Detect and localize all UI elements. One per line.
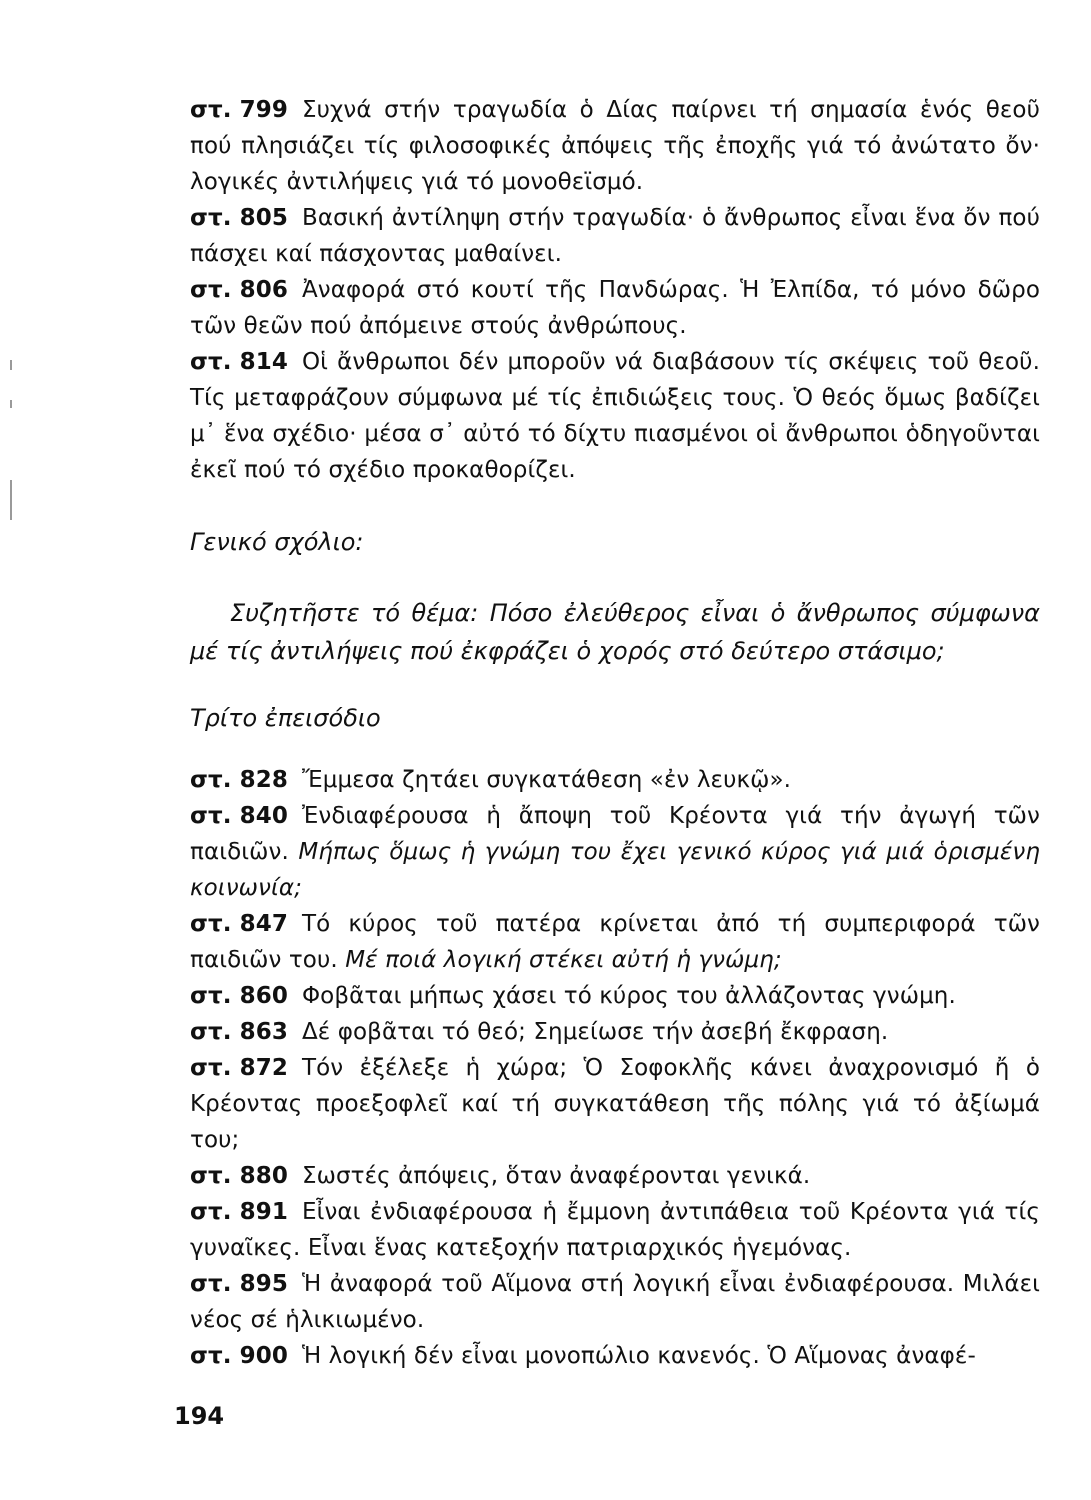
commentary-entry [190, 1050, 1040, 1158]
verse-number: 863 [239, 1019, 288, 1045]
general-comment-heading: Γενικό σχόλιο: [190, 528, 364, 556]
commentary-text: Φοβᾶται μήπως χάσει τό κύρος του ἀλλάζοντας γνώμη. [301, 983, 956, 1009]
commentary-entry [190, 344, 1040, 488]
discussion-task: Συζητῆστε τό θέμα: Πόσο ἐλεύθερος εἶναι ὁ ἄνθρωπος σύμφωνα μέ τίς ἀντιλήψεις πού ἐκφράζει ὁ χορός στό δεύτερο στάσιμο; [190, 599, 1040, 665]
commentary-text: Ἔμμεσα ζητάει συγκατάθεση «ἐν λευκῷ». [301, 767, 792, 793]
verse-reference [190, 1199, 288, 1225]
commentary-text: Οἱ ἄνθρωποι δέν μποροῦν νά διαβάσουν τίς σκέψεις τοῦ θεοῦ. Τίς μεταφράζουν σύμφωνα μέ τίς ἐπιδιώξεις τους. Ὁ θεός ὅμως βαδίζει μ᾽ ἕνα σχέδιο· μέσα σ᾽ αὐτό τό δίχτυ πιασμένοι οἱ ἄνθρωποι ὁδηγοῦνται ἐκεῖ πού τό σχέδιο προκαθορίζει. [190, 349, 1040, 483]
commentary-text: Τόν ἐξέλεξε ἡ χώρα; Ὁ Σοφοκλῆς κάνει ἀναχρονισμό ἤ ὁ Κρέοντας προεξοφλεῖ καί τή συγκατάθεση τῆς πόλης γιά τό ἀξίωμά του; [190, 1055, 1040, 1153]
third-episode-heading: Τρίτο ἐπεισόδιο [190, 704, 381, 732]
commentary-question: Μέ ποιά λογική στέκει αὐτή ἡ γνώμη; [345, 947, 782, 973]
commentary-entry [190, 1014, 1040, 1050]
verse-number: 900 [239, 1343, 288, 1369]
verse-number: 860 [239, 983, 288, 1009]
commentary-entry [190, 798, 1040, 906]
verse-number: 828 [239, 767, 288, 793]
verse-reference [190, 911, 288, 937]
commentary-entry [190, 978, 1040, 1014]
verse-reference [190, 349, 288, 375]
verse-reference [190, 1019, 288, 1045]
commentary-text: Βασική ἀντίληψη στήν τραγωδία· ὁ ἄνθρωπος εἶναι ἕνα ὄν πού πάσχει καί πάσχοντας μαθαίνει. [190, 205, 1040, 267]
commentary-question: Μήπως ὅμως ἡ γνώμη του ἔχει γενικό κύρος γιά μιά ὁρισμένη κοινωνία; [190, 839, 1040, 901]
verse-number: 891 [239, 1199, 288, 1225]
verse-reference [190, 983, 288, 1009]
verse-number: 880 [239, 1163, 288, 1189]
verse-abbr: στ. [190, 1019, 232, 1045]
verse-reference [190, 1271, 288, 1297]
verse-reference [190, 1163, 288, 1189]
verse-reference [190, 1055, 288, 1081]
commentary-text: Συχνά στήν τραγωδία ὁ Δίας παίρνει τή σημασία ἑνός θεοῦ πού πλησιάζει τίς φιλοσοφικές ἀπόψεις τῆς ἐποχῆς γιά τό ἀνώτατο ὄν· λογικές ἀντιλήψεις γιά τό μονοθεϊσμό. [190, 97, 1040, 195]
verse-reference [190, 277, 288, 303]
commentary-text: Δέ φοβᾶται τό θεό; Σημείωσε τήν ἀσεβή ἔκφραση. [301, 1019, 889, 1045]
verse-number: 814 [239, 349, 288, 375]
verse-abbr: στ. [190, 1199, 232, 1225]
verse-reference [190, 97, 288, 123]
verse-abbr: στ. [190, 349, 232, 375]
commentary-list-part1 [190, 92, 1040, 488]
verse-number: 805 [239, 205, 288, 231]
margin-scan-marks [6, 360, 20, 520]
scan-mark [10, 480, 12, 520]
verse-number: 895 [239, 1271, 288, 1297]
verse-reference [190, 803, 288, 829]
commentary-text: Σωστές ἀπόψεις, ὅταν ἀναφέρονται γενικά. [301, 1163, 811, 1189]
verse-abbr: στ. [190, 1055, 232, 1081]
verse-abbr: στ. [190, 983, 232, 1009]
verse-number: 872 [239, 1055, 288, 1081]
commentary-entry [190, 1158, 1040, 1194]
commentary-entry [190, 906, 1040, 978]
verse-reference [190, 205, 288, 231]
scan-mark [10, 400, 12, 408]
commentary-entry [190, 200, 1040, 272]
verse-reference [190, 1343, 288, 1369]
commentary-entry [190, 1266, 1040, 1338]
commentary-text: Ἡ λογική δέν εἶναι μονοπώλιο κανενός. Ὁ Αἵμονας ἀναφέ- [301, 1343, 976, 1369]
commentary-entry [190, 272, 1040, 344]
verse-abbr: στ. [190, 767, 232, 793]
verse-number: 840 [239, 803, 288, 829]
scan-mark [10, 360, 12, 370]
commentary-text: Ἀναφορά στό κουτί τῆς Πανδώρας. Ἡ Ἐλπίδα, τό μόνο δῶρο τῶν θεῶν πού ἀπόμεινε στούς ἀνθρώπους. [190, 277, 1040, 339]
verse-abbr: στ. [190, 911, 232, 937]
verse-abbr: στ. [190, 205, 232, 231]
commentary-entry [190, 92, 1040, 200]
verse-number: 847 [239, 911, 288, 937]
commentary-text: Ἐνδιαφέρουσα ἡ ἄποψη τοῦ Κρέοντα γιά τήν ἀγωγή τῶν παιδιῶν. [190, 803, 1040, 865]
verse-reference [190, 767, 288, 793]
verse-abbr: στ. [190, 803, 232, 829]
verse-number: 806 [239, 277, 288, 303]
commentary-entry [190, 1194, 1040, 1266]
verse-abbr: στ. [190, 1343, 232, 1369]
commentary-text: Εἶναι ἐνδιαφέρουσα ἡ ἔμμονη ἀντιπάθεια τοῦ Κρέοντα γιά τίς γυναῖκες. Εἶναι ἕνας κατεξοχήν πατριαρχικός ἡγεμόνας. [190, 1199, 1040, 1261]
verse-abbr: στ. [190, 277, 232, 303]
verse-abbr: στ. [190, 1163, 232, 1189]
commentary-entry [190, 1338, 1040, 1374]
commentary-text: Ἡ ἀναφορά τοῦ Αἵμονα στή λογική εἶναι ἐνδιαφέρουσα. Μιλάει νέος σέ ἡλικιωμένο. [190, 1271, 1040, 1333]
verse-number: 799 [239, 97, 288, 123]
commentary-list-part2 [190, 762, 1040, 1374]
commentary-entry [190, 762, 1040, 798]
commentary-text: Τό κύρος τοῦ πατέρα κρίνεται ἀπό τή συμπεριφορά τῶν παιδιῶν του. [190, 911, 1040, 973]
verse-abbr: στ. [190, 1271, 232, 1297]
verse-abbr: στ. [190, 97, 232, 123]
page-number: 194 [174, 1402, 225, 1430]
